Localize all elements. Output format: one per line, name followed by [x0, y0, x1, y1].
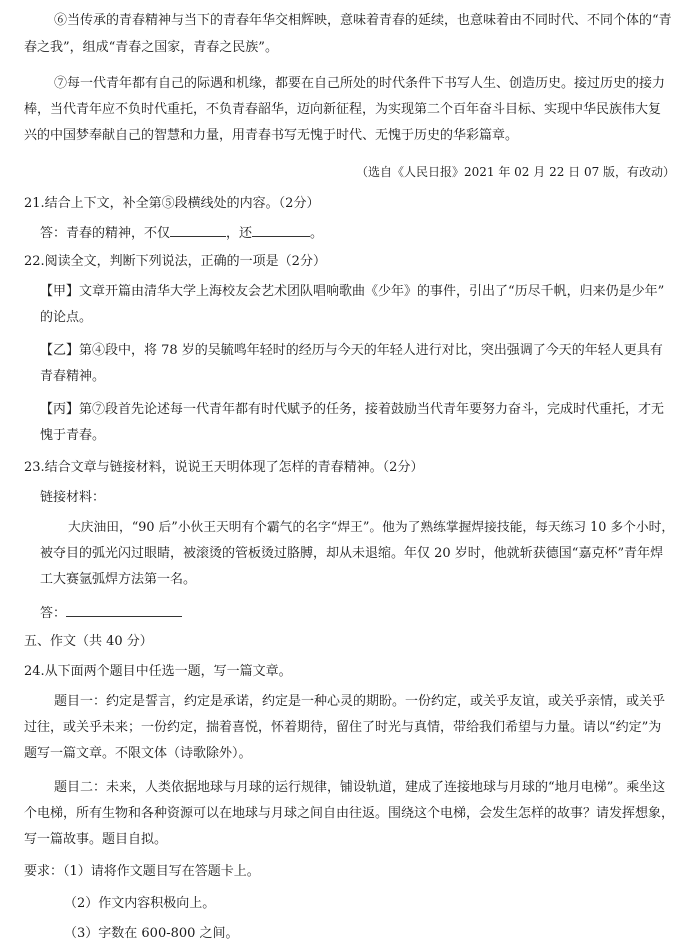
q22-option-b-line2: 青春精神。	[40, 369, 106, 384]
passage-p6-line1: ⑥当传承的青春精神与当下的青春年华交相辉映，意味着青春的延续，也意味着由不同时代、不同个体的“青	[54, 13, 672, 28]
section5-title: 五、作文（共 40 分）	[24, 634, 153, 649]
q24-topic2-line3: 写一篇故事。题目自拟。	[24, 832, 168, 847]
q24-topic1-line1: 题目一：约定是誓言，约定是承诺，约定是一种心灵的期盼。一份约定，或关乎友谊，或关乎亲情，或关乎	[54, 694, 666, 709]
passage-p7-line1: ⑦每一代青年都有自己的际遇和机缘，都要在自己所处的时代条件下书写人生、创造历史。接过历史的接力	[54, 76, 666, 91]
q23-question: 23.结合文章与链接材料，说说王天明体现了怎样的青春精神。（2分）	[24, 460, 424, 475]
q23-material-line3: 工大赛氩弧焊方法第一名。	[40, 572, 197, 587]
q24-requirement-1: 要求：（1）请将作文题目写在答题卡上。	[24, 864, 260, 879]
q23-answer: 答：	[40, 604, 182, 622]
q24-requirement-2: （2）作文内容积极向上。	[64, 896, 216, 911]
q22-option-a-line2: 的论点。	[40, 310, 93, 325]
q24-topic1-line2: 过往，或关乎未来；一份约定，揣着喜悦，怀着期待，留住了时光与真情，带给我们希望与力量。请以“约定”为	[24, 720, 662, 735]
q22-option-a-line1: 【甲】文章开篇由清华大学上海校友会艺术团队唱响歌曲《少年》的事件，引出了“历尽千帆，归来仍是少年”	[40, 284, 665, 299]
passage-p6-line2: 春之我”，组成“青春之国家，青春之民族”。	[24, 40, 278, 55]
q21-blank-2[interactable]	[252, 224, 310, 237]
q21-answer: 答：青春的精神，不仅 ，还 。	[40, 226, 324, 241]
q24-topic1-line3: 题写一篇文章。不限文体（诗歌除外）。	[24, 746, 252, 761]
q23-link-label: 链接材料：	[40, 490, 106, 505]
passage-p7-line2: 棒，当代青年应不负时代重托，不负青春韶华，迈向新征程，为实现第二个百年奋斗目标、实现中华民族伟大复	[24, 102, 662, 117]
q21-blank-1[interactable]	[170, 224, 226, 237]
q24-topic2-line1: 题目二：未来，人类依据地球与月球的运行规律，铺设轨道，建成了连接地球与月球的“地月电梯”。乘坐这	[54, 780, 666, 795]
passage-p7-line3: 兴的中国梦奉献自己的智慧和力量，用青春书写无愧于时代、无愧于历史的华彩篇章。	[24, 128, 519, 143]
q22-option-c-line2: 愧于青春。	[40, 428, 106, 443]
passage-source: （选自《人民日报》2021 年 02 月 22 日 07 版，有改动）	[356, 165, 676, 179]
q22-option-b-line1: 【乙】第④段中，将 78 岁的吴毓鸣年轻时的经历与今天的年轻人进行对比，突出强调了今天的年轻人更具有	[40, 343, 663, 358]
q21-question: 21.结合上下文，补全第⑤段横线处的内容。（2分）	[24, 196, 320, 211]
q23-material-line1: 大庆油田，“90 后”小伙王天明有个霸气的名字“焊王”。他为了熟练掌握焊接技能，每天练习 10 多个小时，	[68, 520, 675, 535]
q24-question: 24.从下面两个题目中任选一题，写一篇文章。	[24, 664, 292, 679]
q23-material-line2: 被夺目的弧光闪过眼睛，被滚烫的管板烫过胳膊，却从未退缩。年仅 20 岁时，他就斩获德国“嘉克杯”青年焊	[40, 546, 664, 561]
q24-topic2-line2: 个电梯，所有生物和各种资源可以在地球与月球之间自由往返。围绕这个电梯，会发生怎样的故事？请发挥想象，	[24, 806, 675, 821]
q23-answer-blank[interactable]	[66, 604, 182, 617]
q22-question: 22.阅读全文，判断下列说法，正确的一项是（2分）	[24, 254, 326, 269]
q24-requirement-3: （3）字数在 600-800 之间。	[64, 926, 239, 941]
q22-option-c-line1: 【丙】第⑦段首先论述每一代青年都有时代赋予的任务，接着鼓励当代青年要努力奋斗，完成时代重托，才无	[40, 402, 665, 417]
